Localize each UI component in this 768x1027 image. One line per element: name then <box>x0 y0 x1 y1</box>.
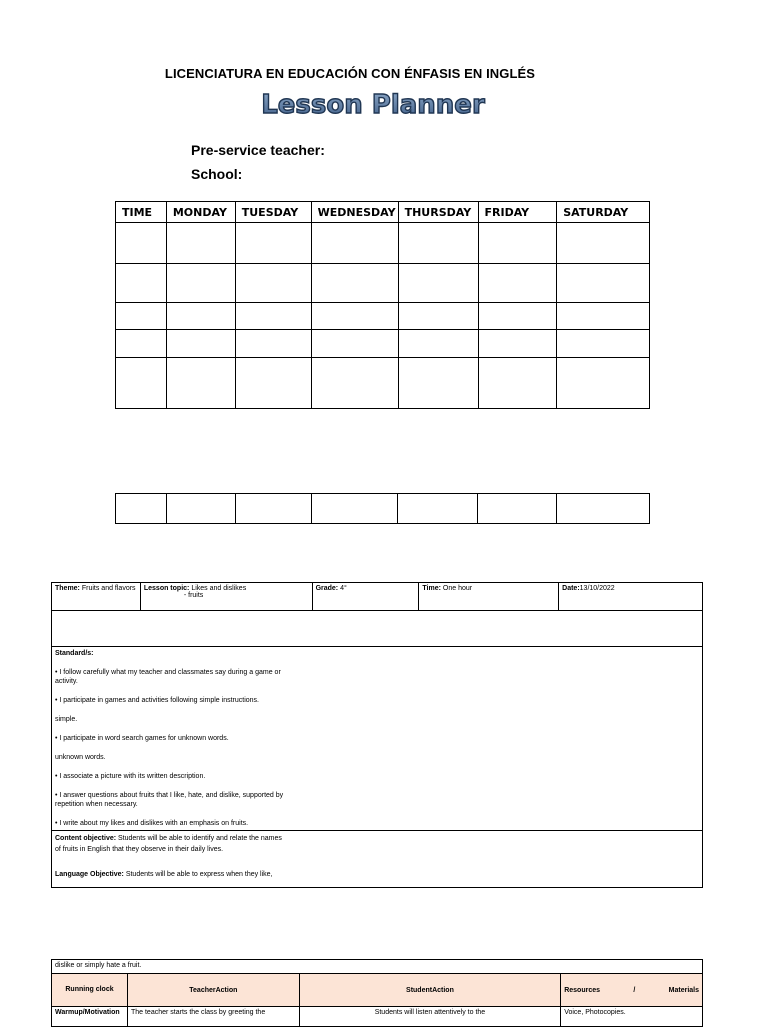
standard-item: unknown words. <box>55 754 106 761</box>
running-clock-header: Running clock <box>52 974 128 1007</box>
schedule-table <box>115 201 650 409</box>
warmup-label: Warmup/Motivation <box>52 1007 128 1027</box>
standard-item: • I answer questions about fruits that I like, hate, and dislike, supported by repetition when necessary. <box>55 792 284 808</box>
schedule-row <box>116 330 650 358</box>
time-cell: Time: One hour <box>419 583 559 611</box>
schedule-extra-table <box>115 493 650 524</box>
standard-item: • I associate a picture with its written description. <box>55 773 206 780</box>
schedule-row <box>116 494 650 524</box>
routine-table <box>51 959 703 1027</box>
content-objective: Content objective: Students will be able to identify and relate the names of fruits in English that they observe in their daily lives. <box>55 835 282 853</box>
program-header: LICENCIATURA EN EDUCACIÓN CON ÉNFASIS EN INGLÉS <box>164 66 536 81</box>
lesson-planner-wordart <box>253 86 493 120</box>
topic-cell: Lesson topic: Likes and dislikes - fruits <box>140 583 312 611</box>
standard-item: • I participate in word search games for unknown words. <box>55 735 229 742</box>
warmup-teacher: The teacher starts the class by greeting the <box>127 1007 299 1027</box>
schedule-row <box>116 358 650 409</box>
lesson-info-row <box>52 583 703 611</box>
schedule-header-row <box>116 202 650 223</box>
col-friday: FRIDAY <box>478 202 557 223</box>
col-tuesday: TUESDAY <box>235 202 311 223</box>
pre-service-teacher-label: Pre-service teacher: <box>191 142 325 158</box>
warmup-student: Students will listen attentively to the <box>299 1007 561 1027</box>
continued-row: dislike or simply hate a fruit. <box>52 960 703 974</box>
language-objective: Language Objective: Students will be able to express when they like, <box>55 871 273 878</box>
standard-item: • I follow carefully what my teacher and classmates say during a game or activity. <box>55 669 281 685</box>
svg-text:Lesson Planner: Lesson Planner <box>260 90 485 120</box>
col-monday: MONDAY <box>166 202 235 223</box>
date-cell: Date:13/10/2022 <box>559 583 703 611</box>
standards-row <box>52 647 703 831</box>
standard-item: • I participate in games and activities following simple instructions. <box>55 697 259 704</box>
teacher-action-header: TeacherAction <box>127 974 299 1007</box>
standards-label: Standard/s: <box>55 650 94 657</box>
lesson-plan-table <box>51 582 703 888</box>
student-action-header: StudentAction <box>299 974 561 1007</box>
school-label: School: <box>191 166 243 182</box>
col-time: TIME <box>116 202 167 223</box>
warmup-resources: Voice, Photocopies. <box>561 1007 703 1027</box>
resources-header: Resources / Materials <box>561 974 703 1007</box>
standard-item: simple. <box>55 716 78 723</box>
schedule-row <box>116 223 650 264</box>
blank-row <box>52 611 703 647</box>
lesson-planner-title <box>0 86 745 125</box>
theme-cell: Theme: Fruits and flavors <box>52 583 141 611</box>
col-wednesday: WEDNESDAY <box>311 202 398 223</box>
standard-item: • I write about my likes and dislikes with an emphasis on fruits. <box>55 820 249 827</box>
col-thursday: THURSDAY <box>398 202 478 223</box>
schedule-row <box>116 303 650 330</box>
col-saturday: SATURDAY <box>557 202 650 223</box>
objectives-row <box>52 831 703 888</box>
schedule-row <box>116 264 650 303</box>
routine-header-row <box>52 974 703 1007</box>
grade-cell: Grade: 4° <box>312 583 419 611</box>
